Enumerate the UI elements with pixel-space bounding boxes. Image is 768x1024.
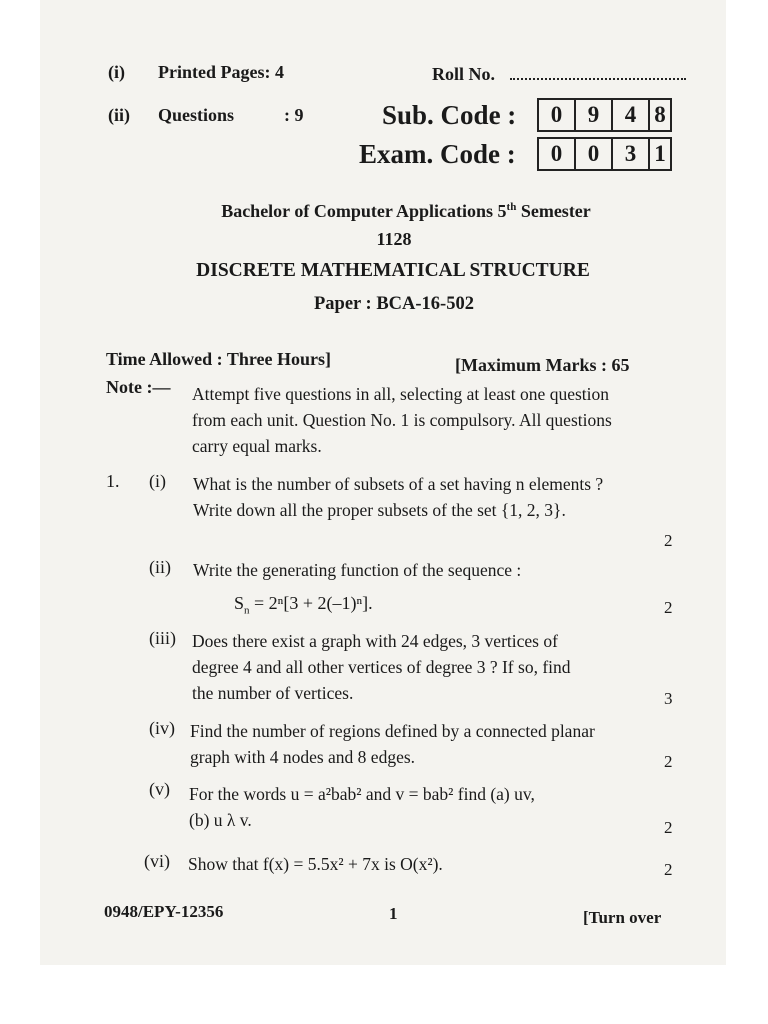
question-number: (v) bbox=[149, 779, 170, 799]
sub-code-digit: 0 bbox=[539, 100, 576, 130]
page-number: 1 bbox=[389, 904, 398, 923]
time-allowed: Time Allowed : Three Hours] bbox=[106, 349, 331, 369]
roll-no-blank bbox=[510, 78, 686, 80]
question-marks: 2 bbox=[664, 818, 673, 837]
printed-pages-number: (i) bbox=[108, 62, 125, 82]
subject-title: DISCRETE MATHEMATICAL STRUCTURE bbox=[196, 260, 590, 281]
question-text: Find the number of regions defined by a connected planar graph with 4 nodes and 8 edges. bbox=[190, 721, 595, 767]
question-text: What is the number of subsets of a set having n elements ? Write down all the proper subsets of the set {1, 2, 3}. bbox=[193, 474, 604, 520]
sub-code-digit: 9 bbox=[576, 100, 613, 130]
program-line: Bachelor of Computer Applications 5th Semester bbox=[221, 201, 591, 221]
question-1-number: 1. bbox=[106, 471, 120, 491]
turn-over: [Turn over bbox=[583, 908, 662, 927]
exam-code-digit: 0 bbox=[576, 139, 613, 169]
paper-code: Paper : BCA-16-502 bbox=[314, 294, 474, 314]
printed-pages: Printed Pages: 4 bbox=[158, 62, 284, 82]
question-marks: 2 bbox=[664, 860, 673, 879]
roll-no-label: Roll No. bbox=[432, 64, 495, 84]
sub-code-digit: 4 bbox=[613, 100, 650, 130]
questions-label: Questions bbox=[158, 105, 235, 125]
question-text: Write the generating function of the sequence : bbox=[193, 560, 522, 580]
generating-sequence-formula: $S_n = 2^n[3 + 2(-1)^n]$. bbox=[234, 593, 373, 617]
exam-code-digit: 1 bbox=[654, 141, 666, 166]
footer-code: 0948/EPY-12356 bbox=[104, 902, 224, 921]
question-marks: 2 bbox=[664, 531, 673, 550]
exam-number: 1128 bbox=[376, 229, 412, 249]
sub-code-label: Sub. Code : bbox=[382, 100, 517, 130]
question-number: (iii) bbox=[149, 628, 176, 648]
exam-code-label: Exam. Code : bbox=[359, 139, 516, 169]
sub-code-digit: 8 bbox=[654, 102, 666, 127]
question-text: For the words u = a²bab² and v = bab² find (a) uv, (b) u λ v. bbox=[189, 784, 535, 830]
exam-code-boxes bbox=[537, 137, 672, 171]
exam-code-digit: 0 bbox=[539, 139, 576, 169]
question-text: Show that f(x) = 5.5x² + 7x is O(x²). bbox=[188, 854, 443, 874]
question-marks: 3 bbox=[664, 689, 673, 708]
question-number: (vi) bbox=[144, 851, 170, 871]
note-label: Note :— bbox=[106, 377, 171, 397]
question-marks: 2 bbox=[664, 598, 673, 617]
question-marks: 2 bbox=[664, 752, 673, 771]
exam-code-digit: 3 bbox=[613, 139, 650, 169]
sub-code-boxes bbox=[537, 98, 672, 132]
question-number: (i) bbox=[149, 471, 166, 491]
question-text: Does there exist a graph with 24 edges, 3 vertices of degree 4 and all other vertices of degree 3 ? If so, find the number of vertices. bbox=[192, 631, 571, 703]
question-number: (ii) bbox=[149, 557, 171, 577]
questions-value: : 9 bbox=[284, 105, 304, 125]
questions-number: (ii) bbox=[108, 105, 130, 125]
note-text: Attempt five questions in all, selecting at least one question from each unit. Question No. 1 is compulsory. All questions carry equal marks. bbox=[192, 384, 612, 456]
maximum-marks: [Maximum Marks : 65 bbox=[455, 355, 630, 375]
question-number: (iv) bbox=[149, 718, 175, 738]
